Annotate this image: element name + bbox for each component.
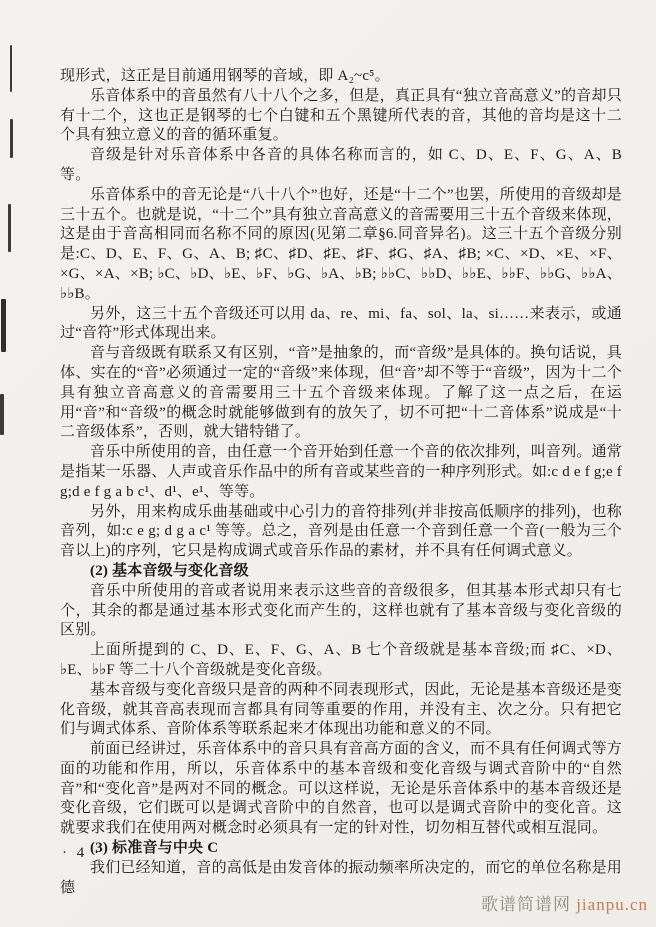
watermark-site-url: jianpu.cn <box>576 895 648 914</box>
binding-mark <box>10 119 13 158</box>
paragraph: 另外，这三十五个音级还可以用 da、re、mi、fa、sol、la、si……来表示，或通过“音符”形式体现出来。 <box>60 305 622 342</box>
paragraph: 现形式，这正是目前通用钢琴的音域，即 A₂~c⁵。 <box>60 68 390 84</box>
paragraph: 乐音体系中的音虽然有八十八个之多，但是，真正具有“独立音高意义”的音却只有十二个，这也正是钢琴的七个白键和五个黑键所代表的音，其他的音均是这十二个具有独立意义的音的循环重复。 <box>60 87 622 144</box>
section-heading: (3) 标准音与中央 C <box>90 840 219 857</box>
paragraph: 音与音级既有联系又有区别，“音”是抽象的，而“音级”是具体的。换句话说，具体、实在的“音”必须通过一定的“音级”来体现，但“音”却不等于“音级”，因为十二个具有独立音高意义的音需要用三十五个音级来体现。了解了这一点之后，在运用“音”和“音级”的概念时就能够做到有的放矢了，切不可把“十二音体系”说成是“十二音级体系”，否则，就大错特错了。 <box>60 345 622 441</box>
watermark <box>481 890 648 915</box>
binding-mark <box>0 394 4 435</box>
page-body-text <box>60 67 622 898</box>
section-heading: (2) 基本音级与变化音级 <box>90 562 249 579</box>
paragraph: 乐音体系中的音无论是“八十八个”也好，还是“十二个”也罢，所使用的音级却是三十五个。也就是说，“十二个”具有独立音高意义的音需要用三十五个音级来体现，这是由于音高相同而名称不同的原因(见第二章§6.同音异名)。这三十五个音级分别是:C、D、E、F、G、A、B; ♯C、♯D、♯E、♯F、♯G、♯A、♯B; ×C、×D、×E、×F、×G、×A、×B; ♭C、♭D、♭E、♭F、♭G、♭A、♭B; ♭♭C、♭♭D、♭♭E、♭♭F、♭♭G、♭♭A、♭♭B。 <box>60 186 622 302</box>
binding-mark <box>8 204 11 252</box>
paragraph: 上面所提到的 C、D、E、F、G、A、B 七个音级就是基本音级;而 ♯C、×D、♭E、♭♭F 等二十八个音级就是变化音级。 <box>60 642 622 678</box>
paragraph: 音级是针对乐音体系中各音的具体名称而言的，如 C、D、E、F、G、A、B 等。 <box>60 147 622 183</box>
paragraph: 音乐中所使用的音或者说用来表示这些音的音级很多，但其基本形式却只有七个，其余的都是通过基本形式变化而产生的，这样也就有了基本音级与变化音级的区别。 <box>60 582 622 639</box>
paragraph: 音乐中所使用的音，由任意一个音开始到任意一个音的依次排列，叫音列。通常是指某一乐器、人声或音乐作品中的所有音或某些音的一种序列形式。如:c d e f g;e f g;d e f g a b c¹、d¹、e¹、等等。 <box>60 444 623 500</box>
watermark-site-name: 歌谱简谱网 <box>480 895 571 914</box>
binding-mark <box>1 299 6 352</box>
page-number: · 4 · <box>62 845 102 861</box>
binding-mark <box>10 45 12 92</box>
paragraph: 我们已经知道，音的高低是由发音体的振动频率所决定的，而它的单位名称是用德 <box>60 859 623 896</box>
paragraph: 另外，用来构成乐曲基础或中心引力的音符排列(并非按高低顺序的排列)，也称音列，如:c e g; d g a c¹ 等等。总之，音列是由任意一个音到任意一个音(一般为三个音以上)的序列，它只是构成调式或音乐作品的素材，并不具有任何调式意义。 <box>60 503 622 560</box>
paragraph: 基本音级与变化音级只是音的两种不同表现形式，因此，无论是基本音级还是变化音级，就其音高表现而言都具有同等重要的作用，并没有主、次之分。只有把它们与调式体系、音阶体系等联系起来才体现出功能和意义的不同。 <box>60 681 623 738</box>
paragraph: 前面已经讲过，乐音体系中的音只具有音高方面的含义，而不具有任何调式等方面的功能和作用，所以，乐音体系中的基本音级和变化音级与调式音阶中的“自然音”和“变化音”是两对不同的概念。可以这样说，无论是乐音体系中的基本音级还是变化音级，它们既可以是调式音阶中的自然音，也可以是调式音阶中的变化音。这就要求我们在使用两对概念时必须具有一定的针对性，切勿相互替代或相互混同。 <box>60 741 623 837</box>
